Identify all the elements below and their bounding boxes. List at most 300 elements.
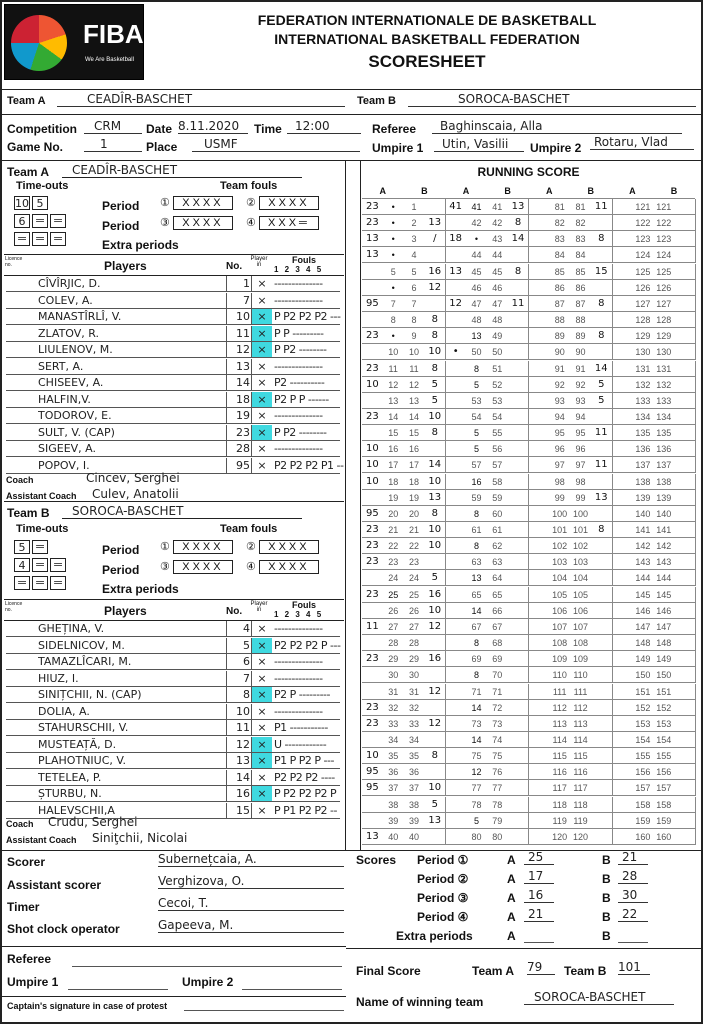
team-foul-boxes: XXXX (173, 540, 233, 554)
score-mark-b: 8 (598, 330, 605, 342)
score-mark-a (445, 457, 466, 473)
score-number-b: 101 (572, 525, 588, 535)
extra-periods-score-label: Extra periods (396, 929, 473, 943)
score-number-b: 26 (408, 605, 419, 616)
score-mark-b (674, 441, 695, 457)
score-number-a: 128 (635, 315, 651, 326)
column-divider (695, 764, 696, 780)
score-mark-a: 23 (366, 540, 379, 552)
score-mark-a: 41 (449, 201, 463, 212)
score-mark-a: 10 (366, 443, 379, 455)
score-number-a: 136 (635, 444, 651, 455)
score-mark-b: 14 (594, 362, 608, 374)
score-number-b: 120 (572, 831, 588, 842)
score-mark-a (362, 797, 383, 813)
score-number-b: 115 (573, 751, 588, 762)
final-score-b: 101 (618, 960, 650, 975)
column-divider (695, 651, 696, 667)
score-mark-b (508, 732, 529, 748)
score-number-b: 23 (408, 557, 419, 568)
column-divider (251, 359, 252, 375)
score-number-b: 107 (572, 621, 588, 632)
score-mark-b (674, 667, 695, 683)
running-score-row (362, 328, 695, 344)
score-mark-b (674, 538, 695, 554)
team-b-coach: Crudu, Serghei (48, 815, 138, 829)
period-score-a: 17 (524, 869, 554, 884)
score-mark-a: 95 (366, 782, 379, 794)
score-number-a: 110 (552, 670, 567, 681)
score-mark-a (362, 425, 383, 441)
score-mark-a: • (452, 346, 459, 358)
score-mark-b: 12 (428, 281, 442, 293)
score-mark-b: 10 (428, 540, 442, 552)
score-number-b: 33 (408, 718, 419, 729)
score-mark-a: 95 (366, 507, 379, 519)
column-divider (695, 490, 696, 506)
score-mark-b (424, 667, 445, 683)
timeout-box: ═ (32, 540, 48, 554)
score-number-b: 62 (492, 541, 503, 552)
score-mark-b (591, 700, 612, 716)
score-mark-a (445, 312, 466, 328)
score-number-a: 7 (390, 298, 396, 309)
place-value: USMF (192, 137, 360, 152)
score-number-b: 146 (656, 605, 672, 616)
score-number-b: 100 (572, 508, 588, 519)
score-number-a: 98 (554, 476, 565, 487)
running-score-column-header: A (545, 186, 553, 196)
score-number-a: 53 (471, 395, 482, 406)
score-mark-a (445, 506, 466, 522)
player-fouls: P P2 P2 P2 P (274, 787, 337, 800)
column-divider (251, 276, 252, 292)
score-number-b: 43 (492, 234, 503, 245)
score-number-a: 80 (471, 831, 482, 842)
score-mark-a (612, 716, 633, 732)
score-mark-b: 8 (431, 750, 438, 762)
score-mark-b: 8 (598, 297, 605, 309)
score-mark-b: 8 (514, 265, 522, 277)
score-number-a: 27 (388, 621, 399, 632)
timeout-box: ═ (32, 558, 48, 572)
running-score-row (362, 522, 695, 538)
team-foul-boxes: XXXX (173, 560, 233, 574)
column-divider (695, 393, 696, 409)
score-number-b: 1 (411, 202, 417, 212)
column-divider (695, 538, 696, 554)
score-mark-a (445, 700, 466, 716)
team-label: Team (7, 506, 38, 520)
score-number-a: 139 (635, 492, 651, 503)
score-number-b: 75 (492, 751, 503, 762)
score-number-b: 65 (492, 589, 503, 600)
player-fouls: P P2 P2 P2 --- (274, 310, 341, 323)
score-mark-a (612, 635, 633, 651)
period-3-fouls: ③ XXXX (160, 560, 233, 574)
score-number-b: 153 (656, 718, 672, 729)
score-mark-a (529, 312, 550, 328)
score-mark-a (612, 684, 633, 700)
score-number-b: 127 (656, 298, 672, 309)
score-mark-a (362, 684, 383, 700)
player-fouls: -------------- (274, 409, 323, 422)
score-mark-a (362, 570, 383, 586)
score-number-a: 124 (635, 250, 651, 261)
period-score-b: 21 (618, 850, 648, 865)
score-mark-a (612, 199, 633, 215)
column-divider (251, 408, 252, 424)
player-row (6, 441, 340, 457)
score-mark-a (362, 490, 383, 506)
period-a-label: A (507, 910, 516, 924)
score-mark-b: 10 (428, 475, 442, 487)
umpire1-label: Umpire 1 (372, 141, 424, 155)
score-mark-a (362, 344, 383, 360)
score-mark-b (508, 457, 529, 473)
column-divider (251, 737, 252, 753)
score-number-a: 159 (635, 815, 651, 826)
score-number-b: 21 (408, 525, 419, 535)
score-mark-b (591, 409, 612, 425)
shot-clock-label: Shot clock operator (7, 922, 120, 936)
score-mark-b (508, 684, 529, 700)
score-number-a: 113 (552, 718, 567, 729)
column-divider (226, 803, 227, 819)
player-number: 14 (236, 770, 250, 784)
column-divider (226, 671, 227, 687)
player-in-mark: × (257, 293, 267, 307)
period-2-fouls: ② XXXX (246, 540, 319, 554)
fouls-number-header: 1 2 3 4 5 (274, 265, 324, 274)
score-number-b: 144 (656, 573, 672, 584)
period-b-label: B (602, 891, 611, 905)
running-score-row (362, 377, 695, 393)
score-number-a: 13 (471, 573, 482, 584)
period-score-b: 28 (618, 869, 648, 884)
team-b-assistant-coach: Siniţchii, Nicolai (92, 831, 188, 845)
date-label: Date (146, 122, 173, 136)
period-label: Period (102, 199, 140, 213)
score-mark-b: 12 (428, 620, 442, 632)
column-divider (251, 326, 252, 342)
column-divider (695, 409, 696, 425)
score-mark-b (674, 457, 695, 473)
score-number-b: 32 (408, 702, 419, 713)
column-divider (695, 247, 696, 263)
period-2-fouls: ② XXXX (246, 196, 319, 210)
score-mark-a (529, 797, 550, 813)
running-score-row (362, 554, 695, 570)
score-number-b: 132 (656, 379, 672, 390)
score-number-a: 26 (388, 605, 399, 616)
player-in-header: Player in (250, 256, 268, 268)
player-in-mark: × (257, 671, 267, 685)
score-number-b: 25 (408, 589, 419, 600)
competition-value: CRM (84, 119, 142, 134)
score-number-b: 39 (408, 815, 419, 826)
score-number-b: 129 (656, 331, 672, 342)
score-number-b: 93 (575, 395, 586, 406)
score-mark-a (612, 587, 633, 603)
score-mark-a (612, 813, 633, 829)
score-mark-b: 5 (431, 798, 438, 810)
score-number-b: 148 (656, 638, 672, 649)
column-divider (226, 425, 227, 441)
score-number-b: 85 (575, 266, 586, 277)
score-number-b: 61 (492, 525, 503, 535)
score-number-a: 127 (635, 298, 651, 309)
team-b-timeouts-label: Time-outs (16, 523, 69, 535)
score-mark-b (674, 490, 695, 506)
score-mark-b (591, 764, 612, 780)
running-score-row (362, 603, 695, 619)
score-mark-b: 12 (428, 685, 442, 697)
score-mark-b (591, 619, 612, 635)
period-label: Period (102, 219, 140, 233)
score-number-b: 155 (656, 751, 672, 762)
column-divider (695, 474, 696, 490)
score-number-a: 5 (473, 379, 479, 390)
period-b-label: B (602, 910, 611, 924)
timeout-box: 4 (14, 558, 30, 572)
period-1-fouls: ① XXXX (160, 540, 233, 554)
player-number: 16 (236, 787, 250, 800)
period-score-label: Period ③ (417, 891, 469, 905)
score-mark-b (508, 813, 529, 829)
score-mark-b (508, 635, 529, 651)
score-mark-b: 8 (514, 217, 522, 229)
score-number-b: 73 (492, 718, 503, 729)
score-number-b: 95 (575, 428, 586, 439)
score-number-a: 13 (388, 395, 399, 406)
score-number-a: 97 (554, 460, 565, 471)
score-mark-a (612, 215, 633, 231)
score-number-b: 66 (492, 605, 503, 616)
player-fouls: P2 P2 P2 ---- (274, 770, 335, 784)
score-number-a: 117 (552, 783, 567, 794)
score-mark-a (362, 635, 383, 651)
player-row (6, 425, 340, 441)
period-score-label: Period ② (417, 872, 469, 886)
column-divider (695, 603, 696, 619)
score-mark-a (529, 474, 550, 490)
team-foul-boxes: XXXX (259, 560, 319, 574)
column-divider (695, 522, 696, 538)
score-mark-a (612, 732, 633, 748)
score-mark-b (591, 829, 612, 845)
score-number-a: 102 (552, 541, 568, 552)
score-number-b: 30 (408, 670, 419, 681)
column-divider (251, 786, 252, 802)
score-mark-b (508, 780, 529, 796)
period-score-a: 21 (524, 907, 554, 922)
period-label: Period (102, 543, 140, 557)
score-mark-b: 8 (431, 427, 438, 439)
score-mark-a (529, 457, 550, 473)
score-mark-a (529, 570, 550, 586)
column-divider (695, 716, 696, 732)
running-score-row (362, 215, 695, 231)
running-score-row (362, 409, 695, 425)
score-mark-a (612, 619, 633, 635)
score-number-b: 2 (411, 218, 417, 229)
score-number-a: 140 (635, 508, 651, 519)
score-number-b: 20 (408, 508, 419, 519)
fiba-logo (4, 4, 144, 80)
score-mark-a (529, 264, 550, 280)
score-mark-b (674, 280, 695, 296)
score-number-b: 104 (572, 573, 588, 584)
player-name: CÎVÎRJIC, D. (38, 277, 101, 290)
score-number-a: • (474, 234, 479, 245)
score-mark-b (508, 312, 529, 328)
column-divider (251, 671, 252, 687)
running-score-row (362, 247, 695, 263)
score-number-b: 59 (492, 492, 503, 503)
score-mark-a (612, 361, 633, 377)
score-number-b: 35 (408, 751, 419, 762)
score-mark-b (424, 700, 445, 716)
player-row (6, 392, 340, 408)
score-mark-a (445, 393, 466, 409)
score-number-a: 8 (473, 541, 479, 552)
score-number-a: 151 (635, 686, 651, 697)
score-mark-a (529, 554, 550, 570)
player-row (6, 293, 340, 309)
winner-value: SOROCA-BASCHET (524, 990, 674, 1005)
score-mark-a (362, 732, 383, 748)
column-divider (251, 704, 252, 720)
score-number-a: 16 (388, 444, 399, 455)
score-number-b: 78 (492, 799, 503, 810)
score-mark-a (612, 797, 633, 813)
score-mark-a (612, 312, 633, 328)
score-number-b: 12 (408, 379, 419, 390)
score-number-a: 57 (471, 460, 482, 471)
player-in-mark: × (257, 376, 267, 389)
score-mark-b (674, 264, 695, 280)
score-number-a: 19 (388, 492, 399, 503)
period-score-b: 30 (618, 888, 648, 903)
score-number-a: 5 (473, 444, 479, 455)
column-divider (226, 458, 227, 474)
score-number-a: 20 (388, 508, 399, 519)
player-name: POPOV, I. (38, 458, 90, 472)
player-row (6, 342, 340, 358)
score-number-a: 91 (554, 363, 565, 374)
score-mark-b (591, 474, 612, 490)
running-score-row (362, 474, 695, 490)
score-mark-a (445, 732, 466, 748)
player-in-mark: × (257, 442, 267, 455)
player-number: 6 (243, 655, 250, 668)
column-divider (226, 704, 227, 720)
score-mark-a (529, 587, 550, 603)
score-number-b: 60 (492, 508, 503, 519)
player-name: TAMAZLÎCARI, M. (38, 655, 132, 668)
score-number-b: 117 (573, 783, 588, 794)
player-row (6, 309, 340, 325)
score-number-a: 63 (471, 557, 482, 568)
score-mark-a: 11 (366, 620, 379, 632)
running-score-row (362, 700, 695, 716)
score-number-b: 69 (492, 654, 503, 665)
running-score-row (362, 684, 695, 700)
column-divider (695, 700, 696, 716)
player-in-mark: × (257, 704, 267, 718)
running-score-row (362, 231, 695, 247)
score-mark-a (445, 748, 466, 764)
score-mark-a (445, 829, 466, 845)
score-number-b: 28 (408, 638, 419, 649)
timeout-box: ═ (14, 576, 30, 590)
score-number-a: 34 (388, 734, 399, 745)
score-mark-b (591, 441, 612, 457)
column-divider (695, 635, 696, 651)
player-in-mark: × (252, 687, 272, 702)
score-mark-b (508, 393, 529, 409)
player-number: 12 (236, 737, 250, 751)
score-mark-a (612, 457, 633, 473)
score-mark-b (508, 716, 529, 732)
score-number-a: 59 (471, 492, 482, 503)
score-number-b: 80 (492, 831, 503, 842)
score-mark-b: 10 (428, 410, 442, 422)
player-name: ȘTURBU, N. (38, 787, 102, 800)
score-number-b: 134 (656, 411, 672, 422)
score-mark-b (508, 361, 529, 377)
score-number-a: 146 (635, 605, 651, 616)
score-mark-a (362, 264, 383, 280)
player-number: 8 (243, 688, 250, 701)
score-mark-a (445, 328, 466, 344)
score-number-a: 103 (552, 557, 568, 568)
extra-periods-label: Extra periods (102, 582, 179, 596)
score-mark-a (362, 667, 383, 683)
period-score-label: Period ④ (417, 910, 469, 924)
score-mark-b: 5 (598, 394, 605, 406)
score-number-b: 76 (492, 767, 503, 778)
players-header: Players (104, 259, 147, 273)
score-mark-a (529, 441, 550, 457)
score-number-a: 158 (635, 799, 651, 810)
score-mark-b (508, 441, 529, 457)
score-mark-a (445, 280, 466, 296)
column-divider (695, 684, 696, 700)
score-mark-b: 10 (428, 524, 442, 535)
player-name: MANASTÎRLÎ, V. (38, 310, 122, 323)
player-name: SIDELNICOV, M. (38, 638, 125, 652)
score-mark-b (424, 764, 445, 780)
score-mark-a: 95 (366, 766, 379, 778)
score-mark-b: 10 (428, 782, 442, 794)
column-divider (695, 441, 696, 457)
team-a-timeout-boxes (14, 196, 66, 246)
score-number-b: 8 (411, 315, 417, 326)
player-number: 10 (236, 310, 250, 323)
score-number-a: 75 (471, 751, 482, 762)
score-number-b: 98 (575, 476, 586, 487)
score-mark-a: 23 (366, 362, 379, 374)
score-number-a: 87 (554, 298, 565, 309)
column-divider (695, 829, 696, 845)
score-number-b: 15 (408, 428, 419, 439)
score-mark-b: 12 (428, 717, 442, 729)
column-divider (226, 359, 227, 375)
score-mark-a (612, 280, 633, 296)
score-mark-b: 13 (511, 201, 525, 212)
